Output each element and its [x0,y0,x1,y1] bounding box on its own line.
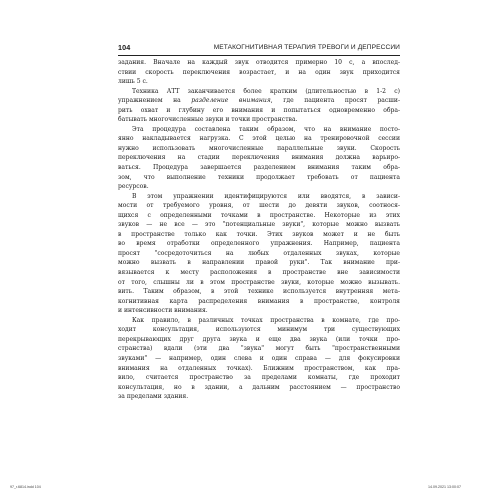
text-line: Эта процедура составлена таким образом, что на внимание посто- [132,125,400,133]
text-line: рить охват и глубину его внимания и попытаться одновременно обра- [118,106,400,114]
text-line: вило, считается пространство за пределами комнаты, где проходит [118,374,400,382]
text-line: во время отработки определенного упражнения. Например, пациента [118,240,400,248]
text-line: Техника АТТ заканчивается более кратким (длительностью в 1-2 с) [132,87,400,95]
text-line: в пространстве только как точки. Этих звуков может и не быть [118,230,400,238]
text-line-mixed [118,96,400,106]
text-line: звуками" — например, один слева и один справа — для фокусировки [118,354,400,362]
print-slug-right: 14.09.2021 13:00:07 [428,485,461,489]
text-line: мости от требуемого уровня, от шести до девяти звуков, соотнося- [118,202,400,210]
text-line: В этом упражнении идентифицируются или вводятся, в зависи- [132,192,400,200]
text-line: батывать многочисленные звуки и точки пространства. [118,116,298,124]
text-line: просят "сосредоточиться на любых отдаленных звуках, которые [118,249,400,257]
header-rule [118,55,400,56]
body-text [118,58,400,402]
text-line: странства) вдали (эти два "звука" могут быть "пространственными [118,345,400,353]
text-line: янно накладывается нагрузка. С этой целью на тренировочной сессии [118,135,400,143]
text-line: вить. Таким образом, в этой технике используется внутренняя мета- [118,288,400,296]
print-slug-left: 97_r.6814.indd 104 [10,485,41,489]
text-line: Как правило, в различных точках пространства в комнате, где про- [132,316,400,324]
text-line: консультация, но в здании, а дальним расстоянием — пространство [118,383,400,391]
text-line: лишь 5 с. [118,78,148,86]
text-line: можно вызвать в направлении правой руки". Так внимание при- [118,259,400,267]
text-run: упражнением на [118,97,181,105]
text-line: ствии скорость переключения возрастает, и на один звук приходится [118,68,400,76]
text-line: когнитивная карта распределения внимания в пространстве, контроля [118,297,400,305]
text-line: вязывается к месту расположения в пространстве вне зависимости [118,269,400,277]
text-line: перекрывающих друг друга звука и еще два звука (или точки про- [118,335,400,343]
paragraph-2 [118,87,400,125]
text-run: , где пациента просят расши- [270,97,400,105]
page-header [118,43,400,55]
text-line: и интенсивности внимания. [118,307,208,315]
paragraph-1 [118,58,400,87]
text-line: нужно использовать многочисленные параллельные звуки. Скорость [118,144,400,152]
text-line: от того, слышны ли в этом пространстве звуки, которые можно вызывать. [118,278,400,286]
page-number: 104 [118,43,131,52]
text-line: звуков — не все — это "потенциальные звуки", которые можно вызвать [118,221,400,229]
text-line: за пределами здания. [118,393,189,401]
text-line: зом, что выполнение техники продолжает требовать от пациента [118,173,400,181]
text-line: задания. Вначале на каждый звук отводится примерно 10 с, а впослед- [118,59,400,66]
text-line: ваться. Процедура завершается разделением внимания таким обра- [118,164,400,172]
paragraph-4 [118,192,400,316]
paragraph-5 [118,316,400,402]
emphasis-term: разделение внимания [191,97,271,105]
text-line: ходит консультация, используются минимум три существующих [118,326,400,334]
paragraph-3 [118,125,400,192]
text-line: внимания на отдаленных точках). Ближним пространством, как пра- [118,364,400,372]
running-title: МЕТАКОГНИТИВНАЯ ТЕРАПИЯ ТРЕВОГИ И ДЕПРЕССИИ [213,43,400,51]
text-line: щихся с определенными точками в пространстве. Некоторые из этих [118,211,400,219]
text-line: ресурсов. [118,183,149,191]
text-line: переключения на стадии переключения внимания должна варьиро- [118,154,400,162]
